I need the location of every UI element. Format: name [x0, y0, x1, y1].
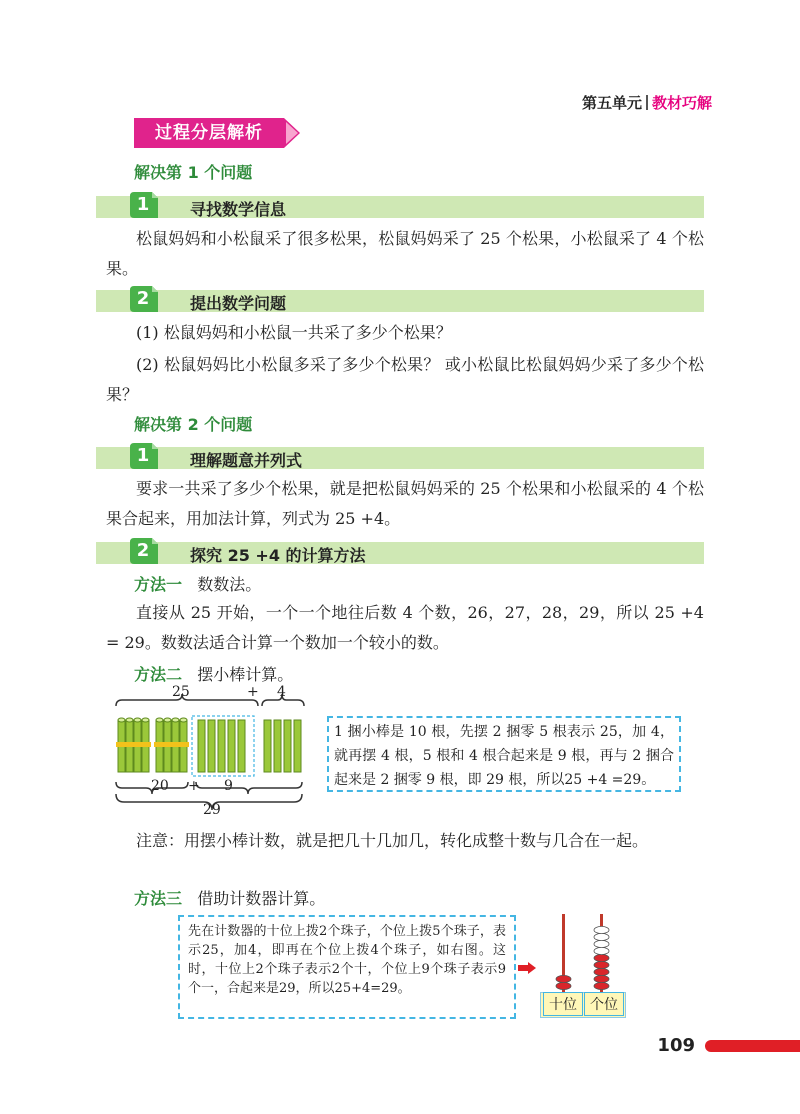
abacus-bead: [556, 982, 571, 989]
tens-place-label: 十位: [543, 992, 583, 1016]
sticks-plus: +: [188, 778, 200, 794]
abacus-explanation-box: 先在计数器的十位上拨2个珠子，个位上拨5个珠子，表示25，加4，即再在个位上拨4个珠子，如右图。这时，十位上2个珠子表示2个十，个位上9个珠子表示9个一，合起来是29，所以25+4=29。: [178, 915, 516, 1019]
unit-label: 第五单元: [581, 94, 642, 112]
step-bar: [96, 542, 704, 564]
step-number: 1: [136, 445, 150, 466]
paragraph: 直接从 25 开始，一个一个地往后数 4 个数，26，27，28，29，所以 25 +4 = 29。数数法适合计算一个数加一个较小的数。: [106, 603, 704, 652]
sticks-plus: +: [247, 684, 259, 700]
abacus-bead: [594, 954, 609, 961]
step-title: 探究 25 +4 的计算方法: [190, 546, 366, 565]
abacus-bead: [556, 975, 571, 982]
method-label: 方法一: [134, 575, 183, 594]
page-bar: [705, 1040, 800, 1052]
method-label: 方法二: [134, 665, 183, 684]
step-title: 提出数学问题: [190, 294, 287, 313]
topic-label: 教材巧解: [651, 94, 712, 112]
abacus-bead: [594, 947, 609, 954]
step-number: 1: [136, 194, 150, 215]
arrow-right-icon: [518, 962, 536, 974]
problem2-title: 解决第 2 个问题: [134, 415, 253, 434]
sticks-bottom-right-number: 9: [224, 778, 233, 794]
abacus-bead: [594, 926, 609, 933]
method-name: 摆小棒计算。: [197, 665, 294, 684]
problem1-title: 解决第 1 个问题: [134, 163, 253, 182]
method-name: 借助计数器计算。: [197, 889, 326, 908]
abacus-bead: [594, 968, 609, 975]
sticks-top-left-number: 25: [172, 684, 190, 700]
header-divider: [646, 95, 648, 110]
paragraph: 松鼠妈妈和小松鼠采了很多松果，松鼠妈妈采了 25 个松果，小松鼠采了 4 个松果。: [106, 229, 704, 278]
page-header: [582, 92, 712, 113]
page-number: 109: [657, 1035, 695, 1056]
paragraph: 要求一共采了多少个松果，就是把松鼠妈妈采的 25 个松果和小松鼠采的 4 个松果合起来，用加法计算，列式为 25 +4。: [106, 479, 704, 528]
ones-place-label: 个位: [584, 992, 624, 1016]
sticks-figure: [112, 686, 316, 820]
step-title: 理解题意并列式: [190, 451, 303, 470]
method-label: 方法三: [134, 889, 183, 908]
step-bar: [96, 447, 704, 469]
method2-heading: [134, 662, 293, 685]
sticks-top-right-number: 4: [277, 684, 286, 700]
step-title: 寻找数学信息: [190, 200, 287, 219]
abacus-bead: [594, 933, 609, 940]
note-paragraph: 注意：用摆小棒计数，就是把几十几加几，转化成整十数与几合在一起。: [136, 831, 649, 850]
method1-heading: [134, 572, 261, 595]
step-bar: [96, 290, 704, 312]
step-number: 2: [136, 540, 150, 561]
section-banner: 过程分层解析: [155, 123, 263, 143]
sticks-explanation-box: 1 捆小棒是 10 根，先摆 2 捆零 5 根表示 25，加 4，就再摆 4 根，5 根和 4 根合起来是 9 根，再与 2 捆合起来是 2 捆零 9 根，即 29 根，所以25 +4 =29。: [327, 716, 681, 792]
method3-heading: [134, 886, 325, 909]
paragraph: (2) 松鼠妈妈比小松鼠多采了多少个松果？ 或小松鼠比松鼠妈妈少采了多少个松果？: [106, 355, 704, 404]
step-bar: [96, 196, 704, 218]
counter-abacus: [540, 912, 626, 992]
abacus-bead: [594, 975, 609, 982]
abacus-bead: [594, 982, 609, 989]
sticks-total-number: 29: [203, 802, 221, 818]
abacus-bead: [594, 940, 609, 947]
abacus-bead: [594, 961, 609, 968]
method-name: 数数法。: [197, 575, 262, 594]
sticks-bottom-left-number: 20: [151, 778, 169, 794]
paragraph: (1) 松鼠妈妈和小松鼠一共采了多少个松果？: [136, 323, 452, 342]
step-number: 2: [136, 288, 150, 309]
